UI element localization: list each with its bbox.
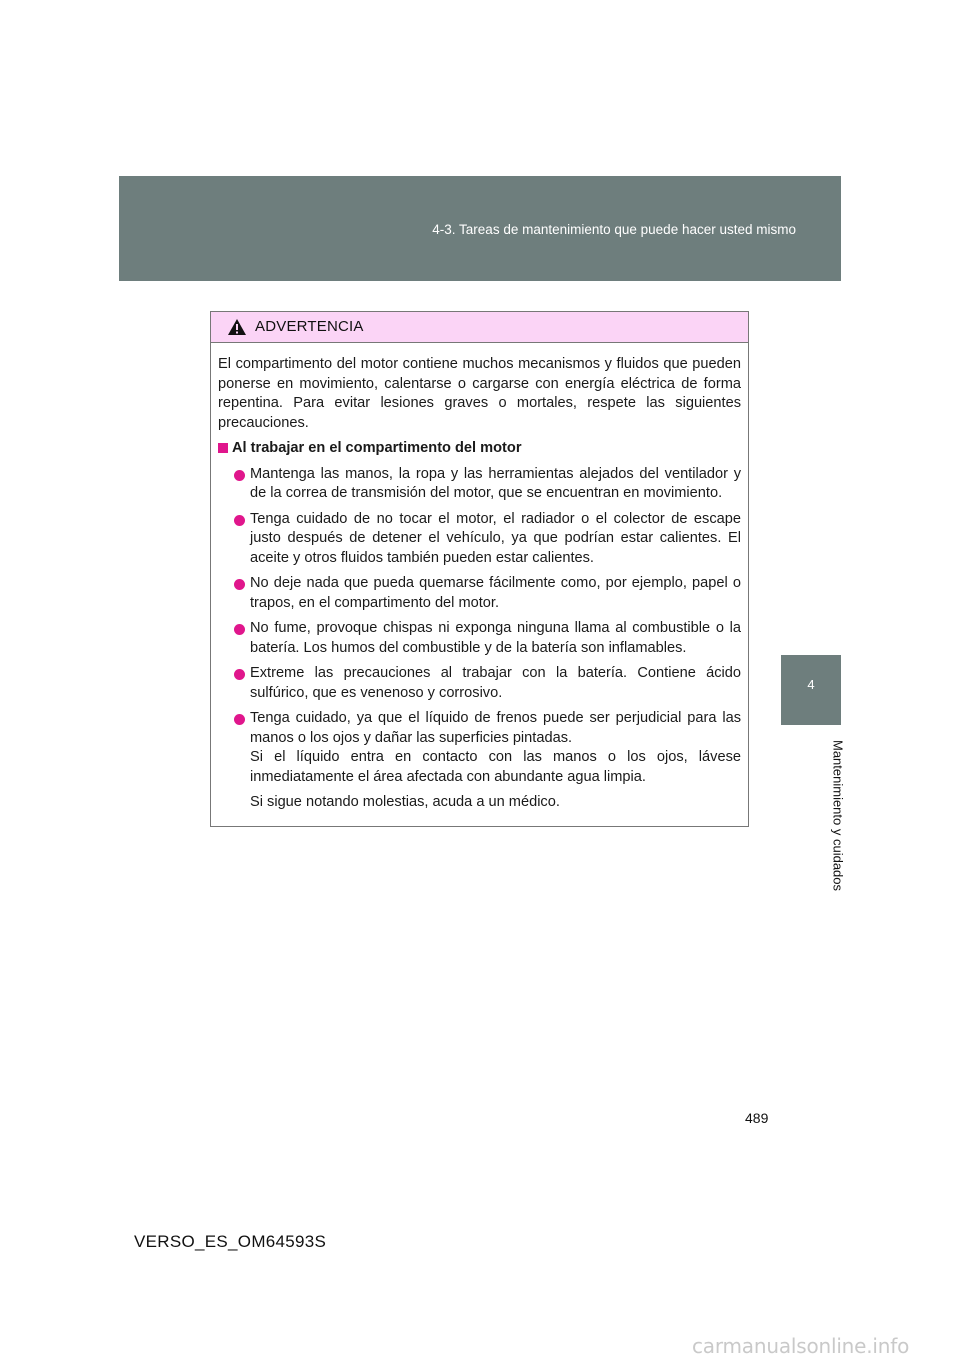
warning-box xyxy=(210,311,749,827)
followup-text: Si sigue notando molestias, acuda a un médico. xyxy=(250,794,560,810)
bullet-icon xyxy=(234,515,245,526)
list-item-text: No deje nada que pueda quemarse fácilmente como, por ejemplo, papel o trapos, en el compartimento del motor. xyxy=(250,575,741,611)
list-item-text: Tenga cuidado de no tocar el motor, el radiador o el colector de escape justo después de detener el vehículo, ya que podrían estar calientes. El aceite y otros fluidos también pueden estar calientes. xyxy=(250,510,741,566)
list-item xyxy=(218,709,741,787)
chapter-tab xyxy=(781,655,841,725)
list-item-text: No fume, provoque chispas ni exponga ninguna llama al combustible o la batería. Los humos del combustible y de la batería son inflamables. xyxy=(250,620,741,656)
chapter-number: 4 xyxy=(807,677,815,692)
square-bullet-icon xyxy=(218,443,228,453)
list-item xyxy=(218,664,741,703)
list-item xyxy=(218,574,741,613)
warning-triangle-icon xyxy=(227,318,247,336)
section-header-band xyxy=(119,176,841,281)
list-item xyxy=(218,465,741,504)
list-item-text: Tenga cuidado, ya que el líquido de frenos puede ser perjudicial para las manos o los ojos y dañar las superficies pintadas. xyxy=(250,710,741,746)
list-item xyxy=(218,510,741,569)
watermark: carmanualsonline.info xyxy=(692,1334,910,1358)
warning-body xyxy=(211,343,748,813)
section-heading xyxy=(218,439,741,459)
warning-header xyxy=(211,312,748,343)
bullet-icon xyxy=(234,470,245,481)
document-code: VERSO_ES_OM64593S xyxy=(134,1232,327,1251)
bullet-icon xyxy=(234,624,245,635)
warning-title: ADVERTENCIA xyxy=(255,318,364,335)
bullet-icon xyxy=(234,579,245,590)
list-item-text: Mantenga las manos, la ropa y las herramientas alejados del ventilador y de la correa de transmisión del motor, que se encuentran en movimiento. xyxy=(250,465,741,501)
bullet-icon xyxy=(234,714,245,725)
section-heading-text: Al trabajar en el compartimento del motor xyxy=(232,440,522,456)
warning-intro: El compartimento del motor contiene muchos mecanismos y fluidos que pueden ponerse en movimiento, calentarse o cargarse con energía eléctrica de forma repentina. Para evitar lesiones graves o mortales, respete las siguientes precauciones. xyxy=(218,356,741,431)
list-item xyxy=(218,619,741,658)
list-item-text: Extreme las precauciones al trabajar con la batería. Contiene ácido sulfúrico, que es venenoso y corrosivo. xyxy=(250,665,741,701)
chapter-label: Mantenimiento y cuidados xyxy=(830,739,846,892)
bullet-icon xyxy=(234,669,245,680)
section-title: 4-3. Tareas de mantenimiento que puede hacer usted mismo xyxy=(432,222,796,237)
page-number: 489 xyxy=(745,1110,769,1126)
list-item-continuation: Si el líquido entra en contacto con las manos o los ojos, lávese inmediatamente el área afectada con abundante agua limpia. xyxy=(250,749,741,785)
